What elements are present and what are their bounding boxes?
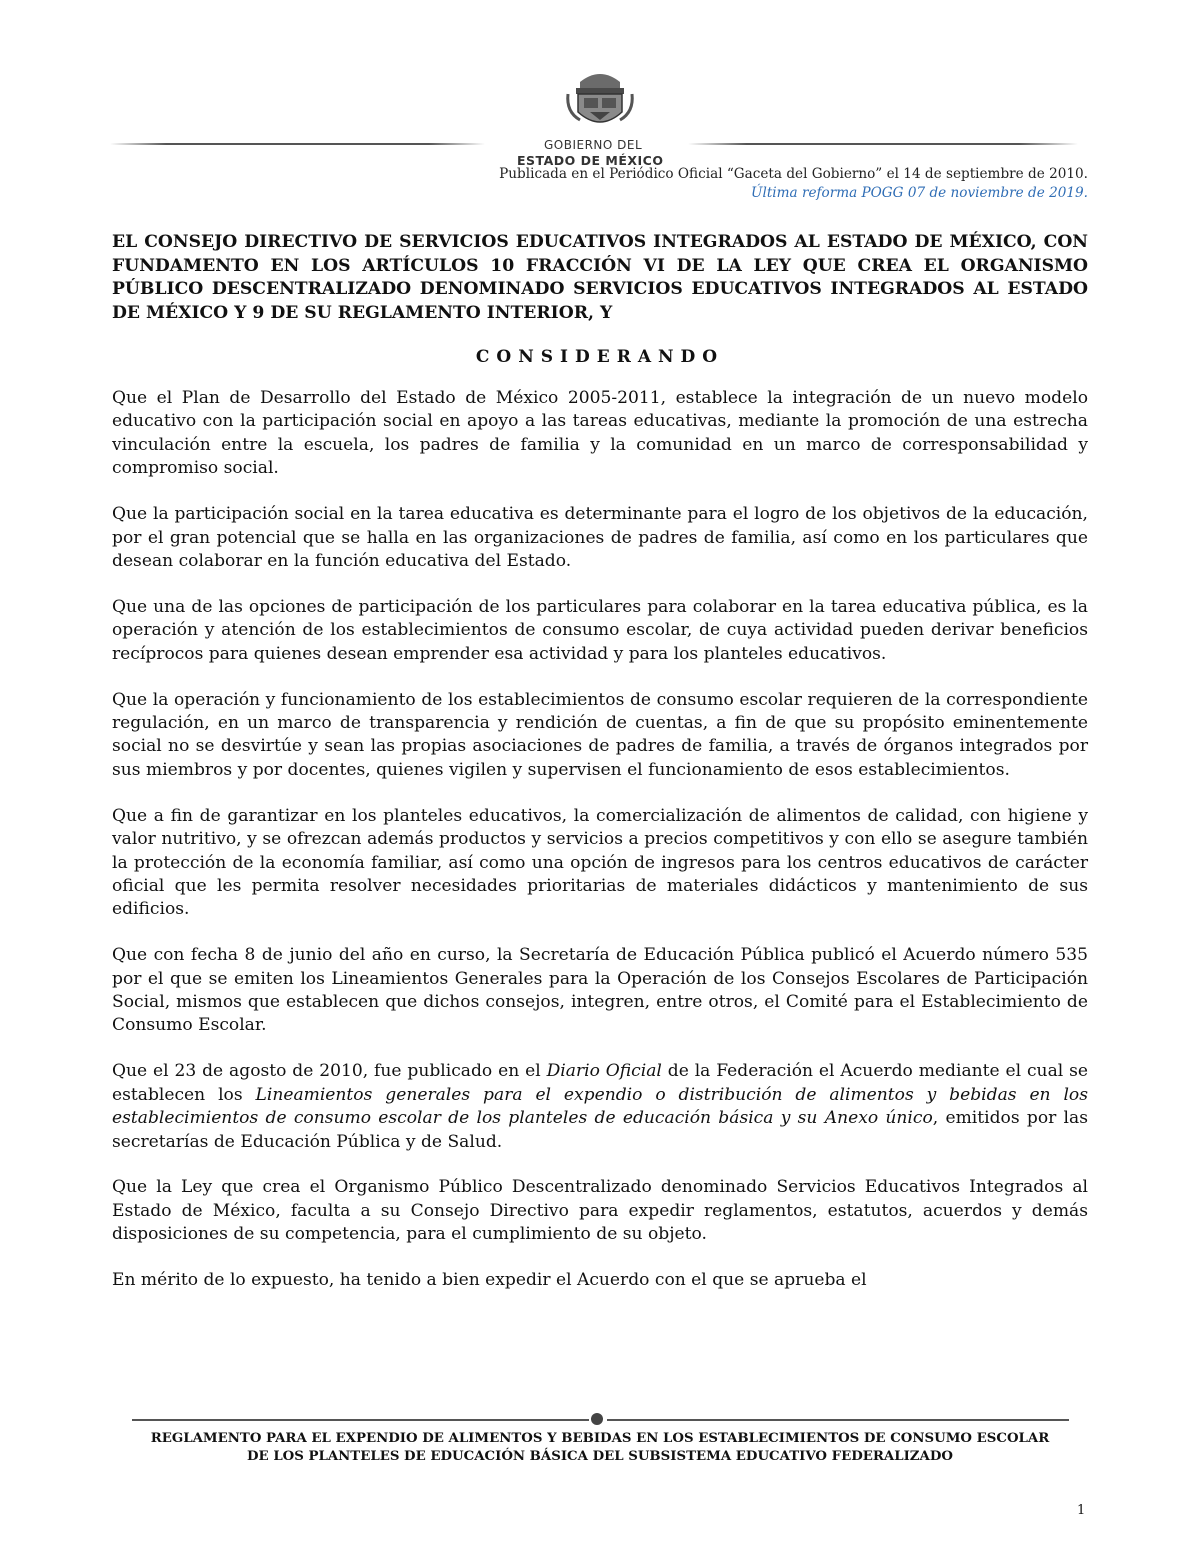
- paragraph-7-text-2: de la Federación el Acuerdo mediante el cual se establecen los: [112, 1061, 1088, 1105]
- footer-rule-right: [607, 1419, 1069, 1421]
- paragraph-7-italic-2: Lineamientos generales para el expendio o distribución de alimentos y bebidas en los establecimientos de consumo escolar de los planteles de educación básica y su Anexo único: [112, 1084, 1088, 1129]
- publication-note: Publicada en el Periódico Oficial “Gaceta del Gobierno” el 14 de septiembre de 2010.: [499, 166, 1088, 182]
- page-number: 1: [1077, 1503, 1086, 1518]
- footer-title: [112, 1430, 1088, 1466]
- paragraph-7-italic-1: Diario Oficial: [546, 1061, 662, 1082]
- footer-title-line-1: REGLAMENTO PARA EL EXPENDIO DE ALIMENTOS Y BEBIDAS EN LOS ESTABLECIMIENTOS DE CONSUMO ESCOLAR: [150, 1431, 1050, 1446]
- paragraph-7-text-1: Que el 23 de agosto de 2010, fue publicado en el: [112, 1061, 547, 1082]
- document-body: [112, 231, 1088, 1315]
- paragraph-6: Que con fecha 8 de junio del año en curso, la Secretaría de Educación Pública publicó el Acuerdo número 535 por el que se emiten los Lineamientos Generales para la Operación de los Consejos Escolares de Participación Social, mismos que establecen que dichos consejos, integren, entre otros, el Comité para el Establecimiento de Consumo Escolar.: [112, 945, 1088, 1036]
- paragraph-2: Que la participación social en la tarea educativa es determinante para el logro de los objetivos de la educación, por el gran potencial que se halla en las organizaciones de padres de familia, así como en los particulares que desean colaborar en la función educativa del Estado.: [112, 504, 1088, 571]
- footer-dot-icon: [591, 1413, 603, 1425]
- paragraph-1: Que el Plan de Desarrollo del Estado de México 2005-2011, establece la integración de un nuevo modelo educativo con la participación social en apoyo a las tareas educativas, mediante la promoción de una estrecha vinculación entre la escuela, los padres de familia y la comunidad en un marco de corresponsabilidad y compromiso social.: [112, 388, 1088, 479]
- paragraph-4: Que la operación y funcionamiento de los establecimientos de consumo escolar requieren de la correspondiente regulación, en un marco de transparencia y rendición de cuentas, a fin de que su propósito eminentemente social no se desvirtúe y sean las propias asociaciones de padres de familia, a través de órganos integrados por sus miembros y por docentes, quienes vigilen y supervisen el funcionamiento de esos establecimientos.: [112, 689, 1088, 780]
- logo-text-line-2: ESTADO DE MÉXICO: [517, 153, 664, 168]
- header-rule-right: [688, 143, 1078, 145]
- paragraph-8: Que la Ley que crea el Organismo Público Descentralizado denominado Servicios Educativos Integrados al Estado de México, faculta a su Consejo Directivo para expedir reglamentos, estatutos, acuerdos y demás disposiciones de su competencia, para el cumplimiento de su objeto.: [112, 1177, 1088, 1245]
- logo-text-line-1: GOBIERNO DEL: [544, 138, 643, 152]
- footer-title-line-2: DE LOS PLANTELES DE EDUCACIÓN BÁSICA DEL SUBSISTEMA EDUCATIVO FEDERALIZADO: [247, 1449, 953, 1464]
- paragraph-9: En mérito de lo expuesto, ha tenido a bien expedir el Acuerdo con el que se aprueba el: [112, 1270, 867, 1291]
- considerando-title: CONSIDERANDO: [475, 347, 725, 367]
- paragraph-3: Que una de las opciones de participación de los particulares para colaborar en la tarea educativa pública, es la operación y atención de los establecimientos de consumo escolar, de cuya actividad pueden derivar beneficios recíprocos para quienes desean emprender esa actividad y para los planteles educativos.: [112, 596, 1088, 664]
- state-seal-icon: [562, 68, 638, 132]
- document-heading: EL CONSEJO DIRECTIVO DE SERVICIOS EDUCATIVOS INTEGRADOS AL ESTADO DE MÉXICO, CON FUNDAMENTO EN LOS ARTÍCULOS 10 FRACCIÓN VI DE LA LEY QUE CREA EL ORGANISMO PÚBLICO DESCENTRALIZADO DENOMINADO SERVICIOS EDUCATIVOS INTEGRADOS AL ESTADO DE MÉXICO Y 9 DE SU REGLAMENTO INTERIOR, Y: [112, 232, 1088, 323]
- last-reform-note: Última reforma POGG 07 de noviembre de 2019.: [751, 185, 1088, 201]
- header-rule-left: [110, 143, 485, 145]
- paragraph-5: Que a fin de garantizar en los planteles educativos, la comercialización de alimentos de calidad, con higiene y valor nutritivo, y se ofrezcan además productos y servicios a precios competitivos y con ello se asegure también la protección de la economía familiar, así como una opción de ingresos para los centros educativos de carácter oficial que les permita resolver necesidades prioritarias de materiales didácticos y mantenimiento de sus edificios.: [112, 805, 1088, 920]
- paragraph-7: [112, 1060, 1088, 1154]
- paragraph-7-text-3: , emitidos por las secretarías de Educación Pública y de Salud.: [112, 1108, 1088, 1152]
- footer-rule-left: [132, 1419, 589, 1421]
